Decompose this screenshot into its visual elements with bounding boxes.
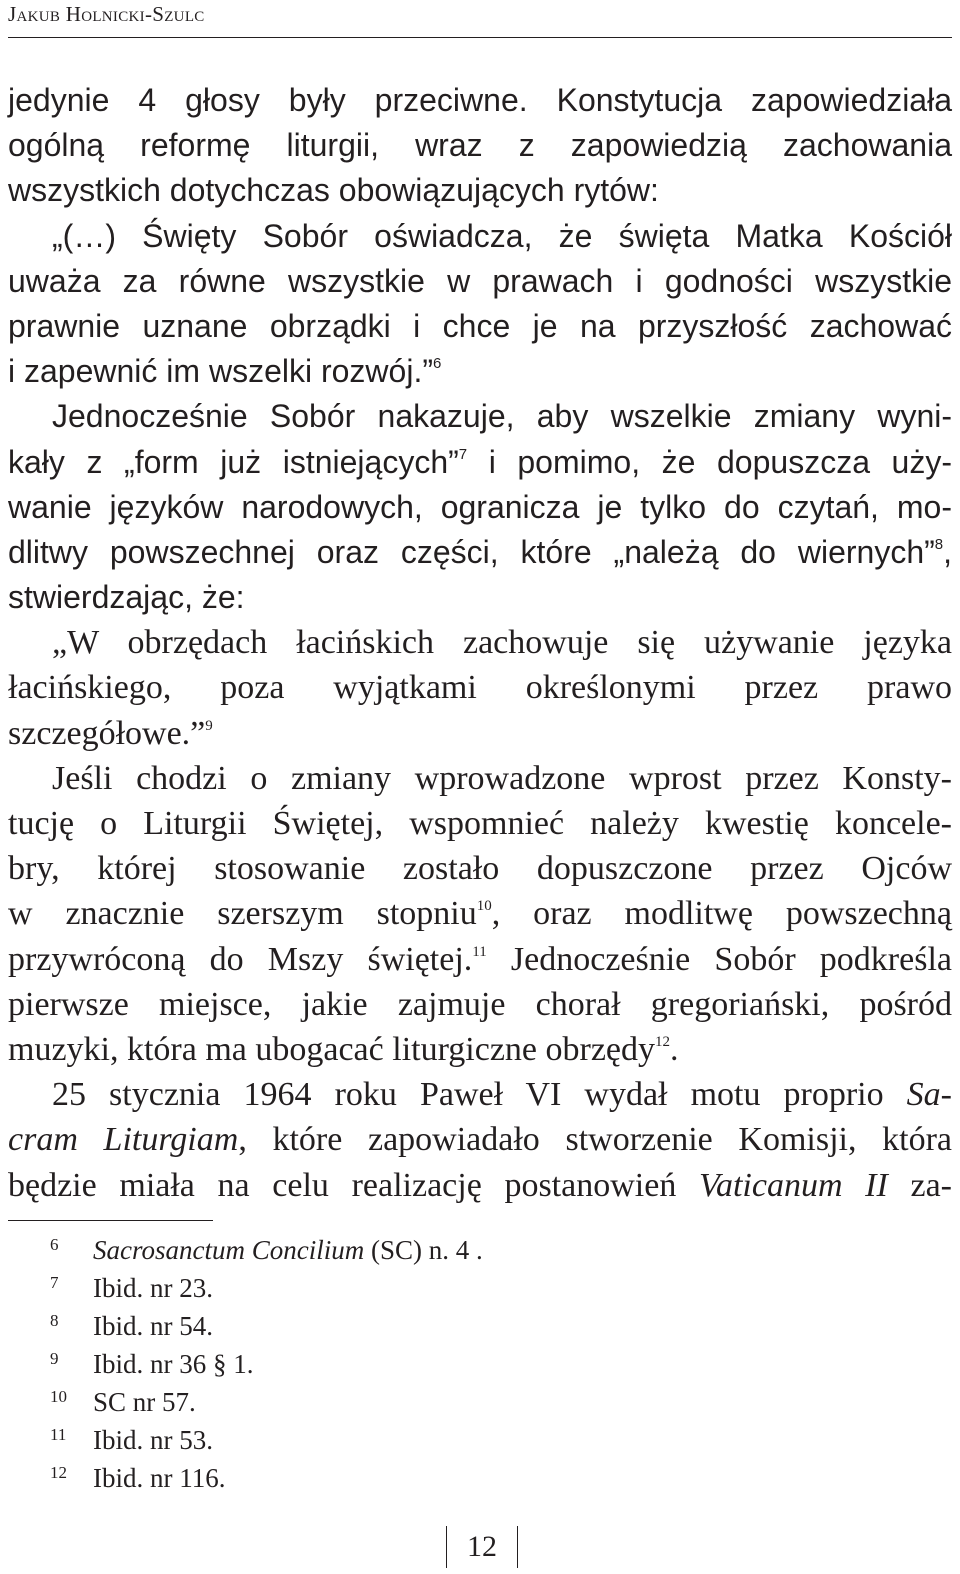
quote-line: szczegółowe.”$^9$ xyxy=(8,714,213,752)
footnote-number: 9 xyxy=(50,1349,59,1368)
footnote-separator xyxy=(8,1220,213,1221)
text-line: cram Liturgiam, które zapowiadało stworzenie Komisji, która xyxy=(8,1121,952,1159)
footnote-number: 11 xyxy=(50,1425,67,1444)
text-line: kały z „form już istniejących”$^7$ i pomimo, że dopuszcza uży- xyxy=(8,443,953,480)
quote-line: uważa za równe wszystkie w prawach i godności wszystkie xyxy=(8,262,952,299)
text-line: jedynie 4 głosy były przeciwne. Konstytucja zapowiedziała xyxy=(8,82,952,118)
text-line: Jeśli chodzi o zmiany wprowadzone wprost przez Konsty- xyxy=(52,759,952,797)
footnote-text: Ibid. nr 23. xyxy=(93,1273,213,1303)
footnote-text: Ibid. nr 36 § 1. xyxy=(93,1349,254,1379)
text-line: wszystkich dotychczas obowiązujących rytów: xyxy=(8,172,659,209)
text-line: tucję o Liturgii Świętej, wspomnieć należy kwestię koncele- xyxy=(8,805,952,842)
text-line: muzyki, która ma ubogacać liturgiczne obrzędy$^{12}$. xyxy=(8,1030,679,1068)
text-line: w znacznie szerszym stopniu$^{10}$, oraz modlitwę powszechną xyxy=(8,895,952,933)
footnote-ref: 8 xyxy=(934,535,944,553)
footnote-ref: 7 xyxy=(458,445,468,463)
quote-line: prawnie uznane obrządki i chce je na przyszłość zachować xyxy=(8,307,952,344)
running-head: Jakub Holnicki-Szulc xyxy=(8,2,205,26)
footnotes xyxy=(8,1231,908,1497)
footnote-ref: 10 xyxy=(476,898,492,915)
footnote xyxy=(8,1307,908,1345)
footnote-ref: 11 xyxy=(472,943,487,960)
text-line: Jednocześnie Sobór nakazuje, aby wszelkie zmiany wyni- xyxy=(52,398,952,435)
quote-line: „(…) Święty Sobór oświadcza, że święta Matka Kościół xyxy=(52,217,952,254)
text-line: pierwsze miejsce, jakie zajmuje chorał gregoriański, pośród xyxy=(8,985,952,1023)
footnote-text: Sacrosanctum Concilium (SC) n. 4 . xyxy=(93,1235,483,1265)
footnote-number: 7 xyxy=(50,1273,59,1292)
footnote xyxy=(8,1459,908,1497)
page-number: 12 xyxy=(446,1526,518,1568)
footnote xyxy=(8,1231,908,1269)
text-line: 25 stycznia 1964 roku Paweł VI wydał motu proprio Sa- xyxy=(52,1076,952,1114)
text-line: bry, której stosowanie zostało dopuszczone przez Ojców xyxy=(8,850,952,888)
footnote xyxy=(8,1421,908,1459)
quote-line: „W obrzędach łacińskich zachowuje się używanie języka xyxy=(52,624,952,662)
footnote-number: 10 xyxy=(50,1387,67,1406)
footnote-text: Ibid. nr 53. xyxy=(93,1425,213,1455)
text-line: wanie języków narodowych, ogranicza je tylko do czytań, mo- xyxy=(8,488,952,525)
footnote xyxy=(8,1345,908,1383)
quote-line: i zapewnić im wszelki rozwój.”$^6$ xyxy=(8,353,442,390)
footnote xyxy=(8,1383,908,1421)
footnote-ref: 9 xyxy=(205,717,213,734)
quote-line: łacińskiego, poza wyjątkami określonymi przez prawo xyxy=(8,669,952,707)
text-line: stwierdzając, że: xyxy=(8,579,245,616)
text-line: będzie miała na celu realizację postanowień Vaticanum II za- xyxy=(8,1166,952,1204)
footnote-ref: 12 xyxy=(655,1033,671,1050)
main-text xyxy=(8,78,952,1208)
text-line: ogólną reformę liturgii, wraz z zapowiedzią zachowania xyxy=(8,127,952,164)
text-line: dlitwy powszechnej oraz części, które „należą do wiernych”$^8$, xyxy=(8,533,952,570)
footnote-number: 12 xyxy=(50,1463,67,1482)
footnote-number: 8 xyxy=(50,1311,59,1330)
footnote-text: Ibid. nr 54. xyxy=(93,1311,213,1341)
footnote-ref: 6 xyxy=(432,355,442,373)
footnote-number: 6 xyxy=(50,1235,59,1254)
text-line: przywróconą do Mszy świętej.$^{11}$ Jednocześnie Sobór podkreśla xyxy=(8,940,952,978)
footnote-text: SC nr 57. xyxy=(93,1387,196,1417)
footnote xyxy=(8,1269,908,1307)
header-rule xyxy=(8,37,952,38)
footnote-text: Ibid. nr 116. xyxy=(93,1463,226,1493)
